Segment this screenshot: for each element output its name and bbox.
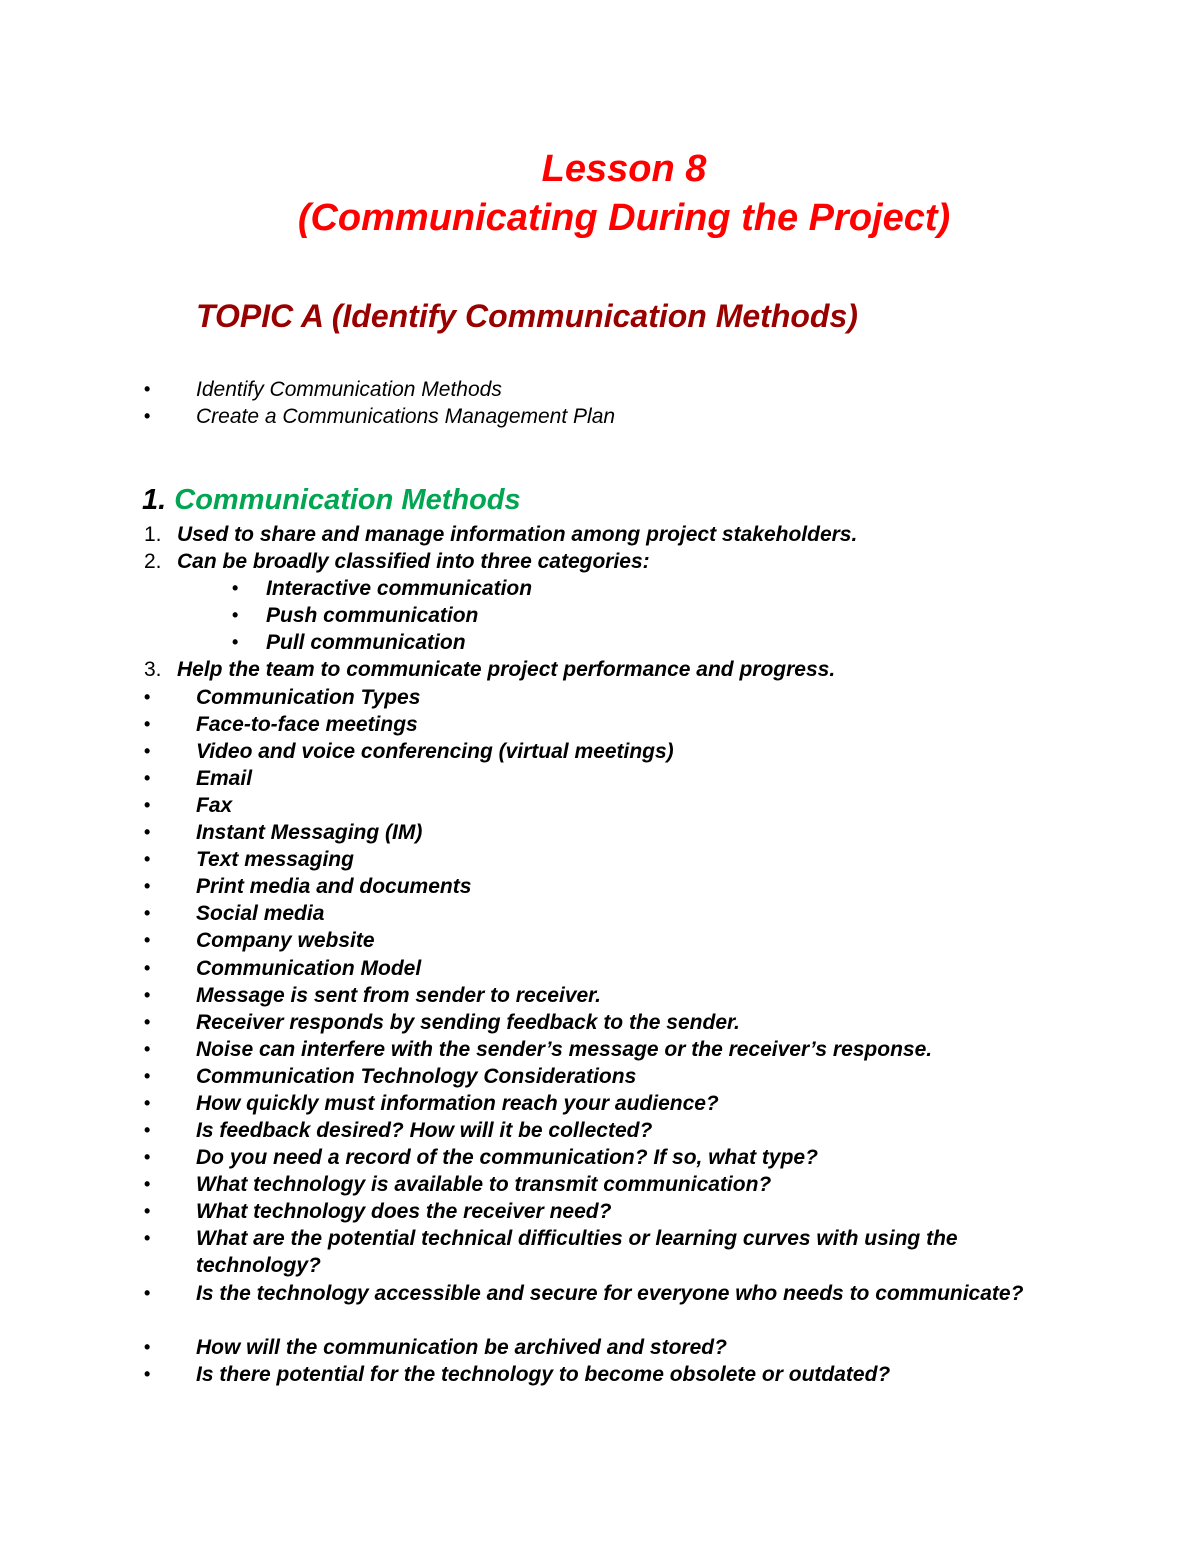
bullet-icon: • [144,379,151,399]
section-heading [142,486,521,515]
list-item [0,1198,1200,1225]
numbered-item [0,548,1200,575]
bullet-icon: • [144,1201,151,1222]
objective-text: Create a Communications Management Plan [196,405,616,428]
bullet-icon: • [144,740,151,761]
category-item [0,629,1200,656]
bullet-icon: • [144,984,151,1005]
bullet-icon: • [144,1011,151,1032]
list-item [0,819,1200,846]
list-item [0,955,1200,982]
list-item-text: What technology does the receiver need? [196,1200,612,1224]
list-item [0,738,1200,765]
list-item [0,900,1200,927]
bullet-icon: • [144,876,151,897]
topic-heading: TOPIC A (Identify Communication Methods) [196,298,858,334]
category-item [0,602,1200,629]
list-item-text: Communication Types [196,685,421,709]
bullet-icon: • [144,903,151,924]
list-item-text: Receiver responds by sending feedback to the sender. [196,1010,740,1034]
bullet-icon: • [232,605,239,626]
item-text: Can be broadly classified into three categories: [177,550,650,574]
list-item-text: Video and voice conferencing (virtual meetings) [196,739,674,763]
numbered-item [0,521,1200,548]
section-number: 1. [142,484,167,516]
list-item [0,1334,1200,1361]
list-item [0,982,1200,1009]
bullet-icon: • [144,822,151,843]
list-item-text: How will the communication be archived and stored? [196,1335,727,1359]
item-text: Help the team to communicate project performance and progress. [177,658,836,682]
list-item-text: Noise can interfere with the sender’s message or the receiver’s response. [196,1037,933,1061]
list-item [0,1280,1200,1334]
list-item [0,1361,1200,1388]
item-number: 2. [144,550,162,574]
lesson-title: Lesson 8 [541,148,707,190]
category-text: Interactive communication [266,577,533,601]
list-item-text: What are the potential technical difficulties or learning curves with using the technology? [196,1227,958,1278]
bullet-icon: • [144,1228,151,1249]
list-item [0,1063,1200,1090]
list-item [0,1090,1200,1117]
bullet-icon: • [232,632,239,653]
list-item [0,846,1200,873]
item-text: Used to share and manage information among project stakeholders. [177,523,858,546]
list-item-text: Print media and documents [196,875,472,899]
list-item [0,765,1200,792]
section-title: Communication Methods [174,484,521,516]
bullet-icon: • [144,1336,151,1357]
category-text: Push communication [266,604,479,628]
list-item [0,927,1200,954]
list-item [0,403,1200,430]
list-item [0,376,1200,403]
bullet-icon: • [144,1174,151,1195]
list-item [0,1117,1200,1144]
bullet-icon: • [144,1065,151,1086]
bullet-icon: • [144,1282,151,1303]
objectives-list [0,376,1200,430]
list-item [0,1171,1200,1198]
bullet-icon: • [144,794,151,815]
bullet-icon: • [232,578,239,599]
bullet-icon: • [144,406,151,426]
list-item-text: Is there potential for the technology to become obsolete or outdated? [196,1362,891,1386]
bullet-icon: • [144,849,151,870]
list-item [0,684,1200,711]
bullet-icon: • [144,1363,151,1384]
list-item [0,711,1200,738]
content-list [0,521,1200,1388]
numbered-item [0,656,1200,683]
list-item-text: What technology is available to transmit communication? [196,1173,772,1197]
list-item-text: Communication Model [196,956,422,980]
bullet-icon: • [144,1038,151,1059]
list-item [0,792,1200,819]
list-item [0,1036,1200,1063]
list-item-text: Social media [196,902,325,926]
list-item [0,1009,1200,1036]
list-item-text: How quickly must information reach your audience? [196,1091,719,1115]
bullet-icon: • [144,930,151,951]
item-number: 3. [144,658,162,682]
bullet-icon: • [144,686,151,707]
bullet-icon: • [144,1147,151,1168]
category-text: Pull communication [266,631,466,655]
bullet-icon: • [144,1120,151,1141]
list-item-text: Is feedback desired? How will it be collected? [196,1119,653,1143]
list-item [0,1225,1200,1279]
list-item-text: Fax [196,793,233,817]
list-item-text: Message is sent from sender to receiver. [196,983,602,1007]
list-item [0,873,1200,900]
list-item-text: Instant Messaging (IM) [196,821,423,845]
list-item-text: Is the technology accessible and secure for everyone who needs to communicate? [196,1281,1024,1305]
list-item-text: Company website [196,929,375,953]
list-item-text: Communication Technology Considerations [196,1064,637,1088]
list-item [0,1144,1200,1171]
bullet-icon: • [144,713,151,734]
list-item-text: Do you need a record of the communication? If so, what type? [196,1146,818,1170]
list-item-text: Email [196,766,253,790]
list-item-text: Face-to-face meetings [196,712,418,736]
bullet-icon: • [144,1092,151,1113]
objective-text: Identify Communication Methods [196,378,502,401]
bullet-icon: • [144,957,151,978]
category-item [0,575,1200,602]
bullet-icon: • [144,767,151,788]
item-number: 1. [144,523,162,546]
list-item-text: Text messaging [196,848,354,872]
lesson-subtitle: (Communicating During the Project) [297,197,951,239]
